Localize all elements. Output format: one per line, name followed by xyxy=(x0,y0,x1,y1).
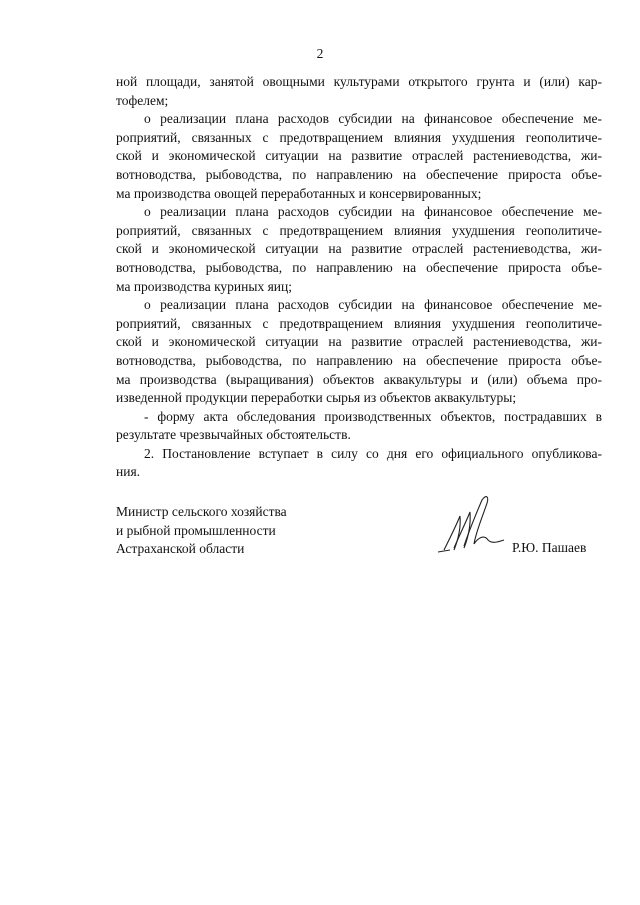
body-text-line: о реализации плана расходов субсидии на финансовое обеспечение ме- xyxy=(144,111,602,127)
body-text-line: роприятий, связанных с предотвращением влияния ухудшения геополитиче- xyxy=(116,129,602,145)
body-text-line: ной площади, занятой овощными культурами открытого грунта и (или) кар- xyxy=(116,74,602,89)
signatory-position-line: Министр сельского хозяйства xyxy=(116,504,287,519)
body-text-line: вотноводства, рыбоводства, по направлению на обеспечение прироста объе- xyxy=(116,259,602,275)
signatory-position xyxy=(116,503,287,559)
body-text-line: о реализации плана расходов субсидии на финансовое обеспечение ме- xyxy=(144,204,602,220)
body-text-line: роприятий, связанных с предотвращением влияния ухудшения геополитиче- xyxy=(116,315,602,331)
body-text-line: ма производства куриных яиц; xyxy=(116,278,292,294)
body-text-line: изведенной продукции переработки сырья из объектов аквакультуры; xyxy=(116,390,517,406)
body-text-line: ма производства овощей переработанных и консервированных; xyxy=(116,185,482,201)
body-text-line: ния. xyxy=(116,464,141,480)
body-text-line: - форму акта обследования производственных объектов, пострадавших в xyxy=(144,408,602,424)
body-text-line: о реализации плана расходов субсидии на финансовое обеспечение ме- xyxy=(144,297,602,313)
body-text-line: 2. Постановление вступает в силу со дня его официального опубликова- xyxy=(144,445,602,461)
body-text-line: ма производства (выращивания) объектов аквакультуры и (или) объема про- xyxy=(116,371,602,387)
body-text-line: тофелем; xyxy=(116,92,169,108)
signatory-position-line: и рыбной промышленности xyxy=(116,522,276,538)
body-text-line: вотноводства, рыбоводства, по направлению на обеспечение прироста объе- xyxy=(116,166,602,182)
page-number: 2 xyxy=(316,46,324,61)
body-text-line: ской и экономической ситуации на развитие отраслей растениеводства, жи- xyxy=(116,241,602,257)
signatory-name: Р.Ю. Пашаев xyxy=(512,540,587,555)
handwritten-signature-icon xyxy=(430,488,506,558)
body-text-line: ской и экономической ситуации на развитие отраслей растениеводства, жи- xyxy=(116,148,602,164)
signatory-position-line: Астраханской области xyxy=(116,541,245,557)
document-body xyxy=(116,73,602,482)
body-text-line: вотноводства, рыбоводства, по направлению на обеспечение прироста объе- xyxy=(116,352,602,368)
body-text-line: ской и экономической ситуации на развитие отраслей растениеводства, жи- xyxy=(116,334,602,350)
body-text-line: роприятий, связанных с предотвращением влияния ухудшения геополитиче- xyxy=(116,222,602,238)
body-text-line: результате чрезвычайных обстоятельств. xyxy=(116,427,351,443)
